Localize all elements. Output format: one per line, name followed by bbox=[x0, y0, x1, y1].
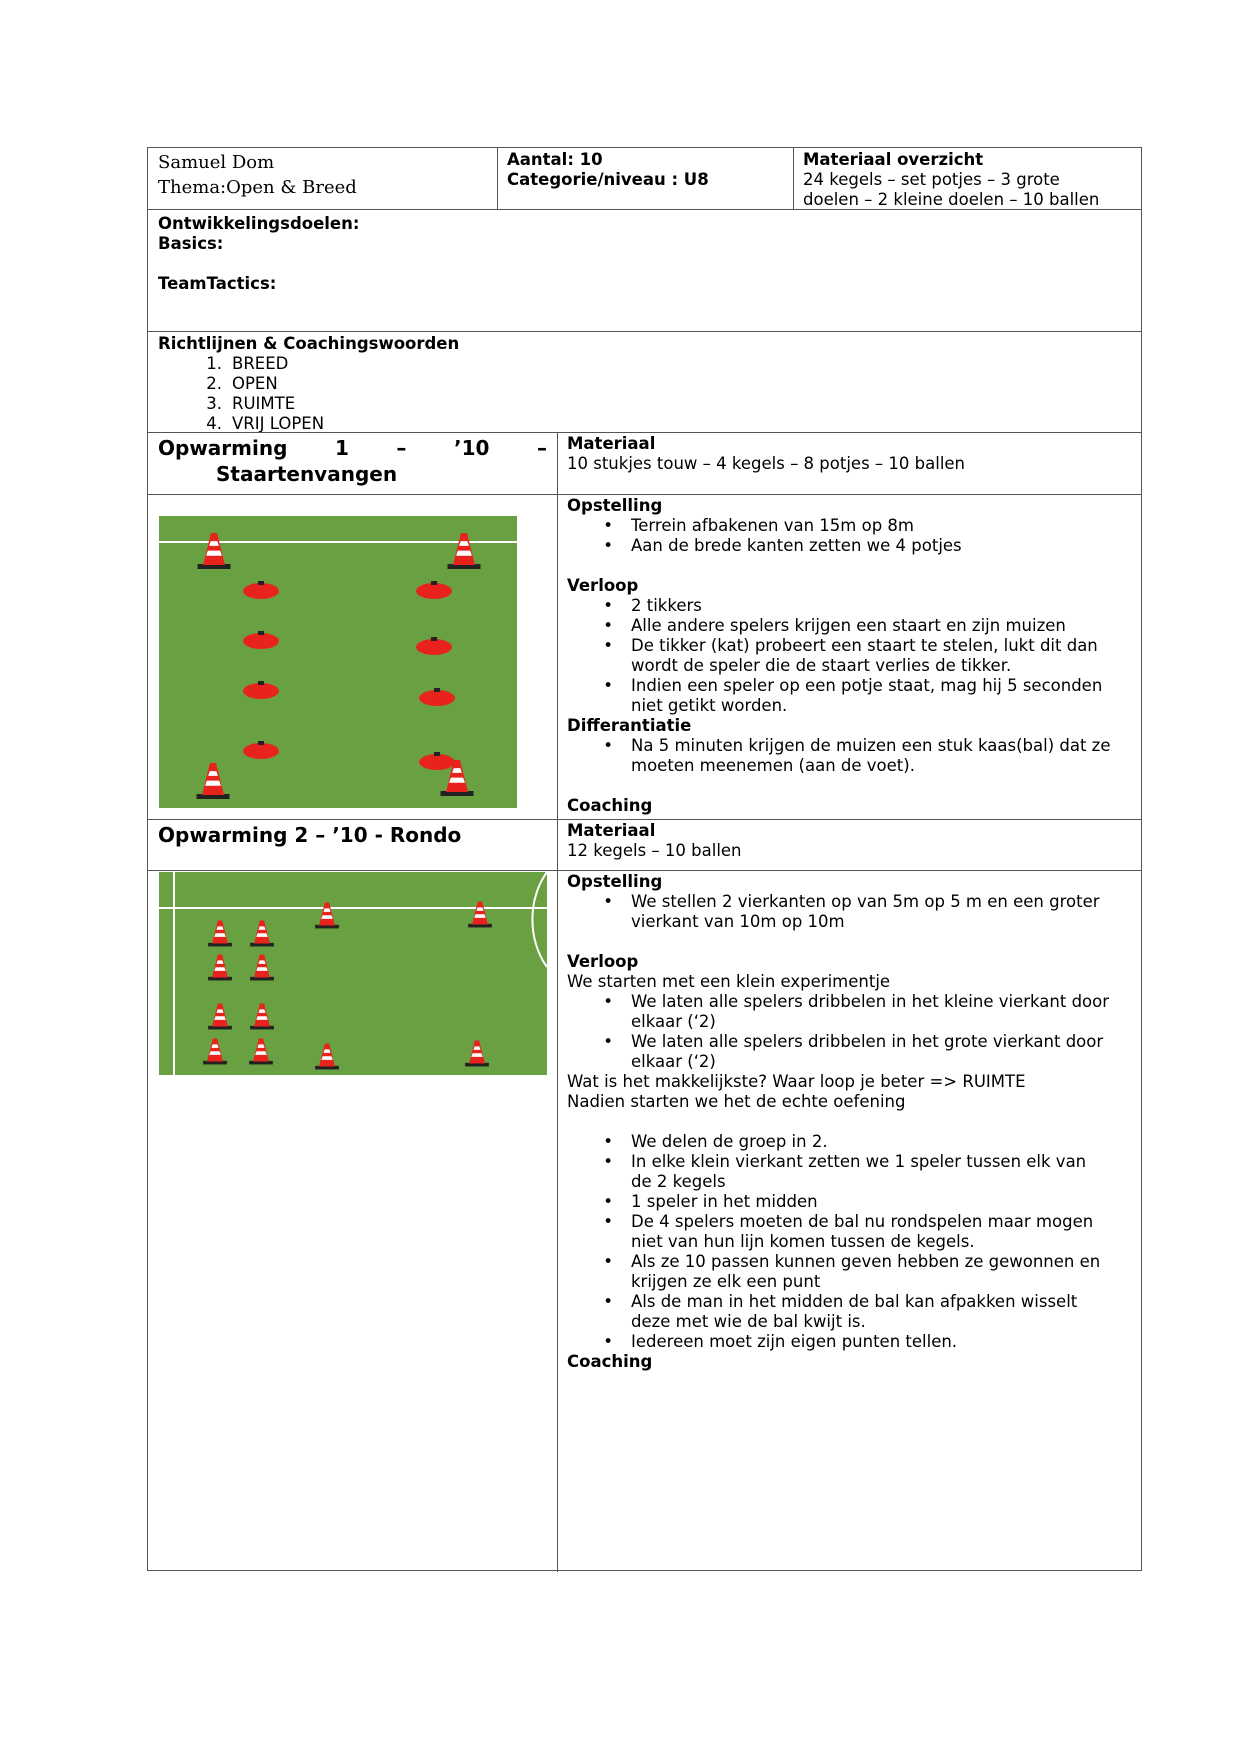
bullet-item bbox=[567, 1132, 1133, 1152]
cone-icon bbox=[208, 921, 232, 947]
warmup2-content-row bbox=[148, 871, 1141, 1572]
bullet-item bbox=[567, 1192, 1133, 1212]
goals-title: Ontwikkelingsdoelen: bbox=[158, 214, 360, 233]
bullet-item bbox=[567, 536, 1133, 556]
bullet-icon: • bbox=[603, 1292, 613, 1311]
warmup2-material-cell bbox=[557, 820, 1143, 870]
opstelling-label: Opstelling bbox=[567, 496, 663, 515]
bullet-line: niet van hun lijn komen tussen de kegels. bbox=[631, 1232, 975, 1251]
bullet-line: Indien een speler op een potje staat, mag hij 5 seconden bbox=[631, 676, 1103, 695]
goals-row bbox=[148, 210, 1141, 332]
warmup2-header-row bbox=[148, 820, 1141, 871]
title-part: – bbox=[536, 436, 547, 460]
verloop-list bbox=[567, 992, 1133, 1072]
guidelines-row bbox=[148, 332, 1141, 433]
bullet-text bbox=[631, 616, 1133, 636]
cone-icon bbox=[197, 763, 230, 799]
guideline-item bbox=[158, 394, 1131, 414]
guideline-number: 2. bbox=[206, 374, 222, 393]
bullet-line: moeten meenemen (aan de voet). bbox=[631, 756, 915, 775]
bullet-text bbox=[631, 892, 1133, 932]
material-text: 12 kegels – 10 ballen bbox=[567, 841, 742, 860]
bullet-line: krijgen ze elk een punt bbox=[631, 1272, 821, 1291]
bullet-line: Als ze 10 passen kunnen geven hebben ze gewonnen en bbox=[631, 1252, 1101, 1271]
warmup1-title bbox=[158, 435, 547, 461]
warmup2-title-cell bbox=[148, 820, 557, 870]
goals-cell bbox=[148, 210, 1141, 331]
bullet-text bbox=[631, 1332, 1133, 1352]
bullet-text bbox=[631, 1152, 1133, 1192]
bullet-line: We delen de groep in 2. bbox=[631, 1132, 828, 1151]
disc-cone-icon bbox=[243, 741, 279, 759]
material-label: Materiaal bbox=[567, 434, 656, 453]
aantal: Aantal: 10 bbox=[507, 150, 603, 169]
bullet-line: elkaar (‘2) bbox=[631, 1052, 716, 1071]
bullet-text: Terrein afbakenen van 15m op 8m bbox=[631, 516, 914, 535]
cone-icon bbox=[250, 955, 274, 981]
title-part: Opwarming bbox=[158, 436, 288, 460]
guidelines-title: Richtlijnen & Coachingswoorden bbox=[158, 334, 460, 353]
bullet-text: Aan de brede kanten zetten we 4 potjes bbox=[631, 536, 962, 555]
opstelling-list bbox=[567, 516, 1133, 556]
bullet-line: elkaar (‘2) bbox=[631, 1012, 716, 1031]
basics-label: Basics: bbox=[158, 234, 224, 253]
disc-cone-icon bbox=[243, 581, 279, 599]
bullet-text bbox=[631, 992, 1133, 1032]
bullet-line: De 4 spelers moeten de bal nu rondspelen maar mogen bbox=[631, 1212, 1094, 1231]
bullet-item bbox=[567, 1332, 1133, 1352]
guideline-text: VRIJ LOPEN bbox=[232, 414, 325, 432]
cone-icon bbox=[465, 1041, 489, 1067]
field-drawing bbox=[159, 516, 517, 808]
bullet-line: 1 speler in het midden bbox=[631, 1192, 818, 1211]
bullet-line: Iedereen moet zijn eigen punten tellen. bbox=[631, 1332, 958, 1351]
bullet-line: We laten alle spelers dribbelen in het grote vierkant door bbox=[631, 1032, 1104, 1051]
bullet-icon: • bbox=[603, 736, 613, 755]
guidelines-list bbox=[158, 354, 1131, 432]
warmup2-field-diagram bbox=[159, 872, 547, 1075]
disc-cone-icon bbox=[416, 637, 452, 655]
bullet-item bbox=[567, 1032, 1133, 1072]
bullet-icon: • bbox=[603, 596, 613, 615]
guidelines-cell bbox=[148, 332, 1141, 432]
bullet-line: wordt de speler die de staart verlies de tikker. bbox=[631, 656, 1012, 675]
verloop-list bbox=[567, 1132, 1133, 1352]
differentiatie-list bbox=[567, 736, 1133, 776]
material-overview-cell bbox=[793, 148, 1142, 209]
material-overview-line: 24 kegels – set potjes – 3 grote bbox=[803, 170, 1060, 189]
warmup1-description bbox=[557, 495, 1143, 819]
theme: Thema:Open & Breed bbox=[158, 177, 357, 198]
coach-cell bbox=[148, 148, 497, 209]
bullet-line: Als de man in het midden de bal kan afpakken wisselt bbox=[631, 1292, 1078, 1311]
bullet-icon: • bbox=[603, 892, 613, 911]
bullet-icon: • bbox=[603, 1192, 613, 1211]
bullet-item bbox=[567, 616, 1133, 636]
bullet-line: In elke klein vierkant zetten we 1 speler tussen elk van bbox=[631, 1152, 1087, 1171]
bullet-icon: • bbox=[603, 536, 613, 555]
coaching-label: Coaching bbox=[567, 1352, 653, 1371]
opstelling-list bbox=[567, 892, 1133, 932]
differentiatie-label: Differantiatie bbox=[567, 716, 692, 735]
bullet-line: niet getikt worden. bbox=[631, 696, 788, 715]
bullet-icon: • bbox=[603, 992, 613, 1011]
guideline-number: 3. bbox=[206, 394, 222, 413]
bullet-icon: • bbox=[603, 1152, 613, 1171]
bullet-line: de 2 kegels bbox=[631, 1172, 726, 1191]
categorie: Categorie/niveau : U8 bbox=[507, 170, 709, 189]
title-part: – bbox=[396, 436, 407, 460]
bullet-item bbox=[567, 636, 1133, 676]
bullet-line: De tikker (kat) probeert een staart te stelen, lukt dit dan bbox=[631, 636, 1098, 655]
bullet-text bbox=[631, 1212, 1133, 1252]
bullet-icon: • bbox=[603, 636, 613, 655]
warmup1-content-row bbox=[148, 495, 1141, 820]
cone-icon bbox=[448, 533, 481, 569]
guideline-text: OPEN bbox=[232, 374, 278, 393]
disc-cone-icon bbox=[243, 681, 279, 699]
bullet-item bbox=[567, 1212, 1133, 1252]
guideline-text: RUIMTE bbox=[232, 394, 296, 413]
guideline-item bbox=[158, 354, 1131, 374]
bullet-icon: • bbox=[603, 1132, 613, 1151]
coach-name: Samuel Dom bbox=[158, 152, 275, 173]
disc-cone-icon bbox=[243, 631, 279, 649]
cone-icon bbox=[250, 1004, 274, 1030]
teamtactics-label: TeamTactics: bbox=[158, 274, 277, 293]
after-text: Nadien starten we het de echte oefening bbox=[567, 1092, 906, 1111]
cone-icon bbox=[203, 1039, 227, 1065]
cone-icon bbox=[315, 1044, 339, 1070]
bullet-icon: • bbox=[603, 1032, 613, 1051]
bullet-item bbox=[567, 596, 1133, 616]
guideline-text: BREED bbox=[232, 354, 289, 373]
header-row bbox=[148, 148, 1141, 210]
guideline-number: 4. bbox=[206, 414, 222, 432]
bullet-item bbox=[567, 516, 1133, 536]
cone-icon bbox=[468, 902, 492, 928]
bullet-line: Na 5 minuten krijgen de muizen een stuk kaas(bal) dat ze bbox=[631, 736, 1111, 755]
bullet-line: deze met wie de bal kwijt is. bbox=[631, 1312, 866, 1331]
bullet-item bbox=[567, 1152, 1133, 1192]
disc-cone-icon bbox=[416, 581, 452, 599]
cone-icon bbox=[250, 921, 274, 947]
disc-cone-icon bbox=[419, 752, 455, 770]
bullet-text bbox=[631, 736, 1133, 776]
bullet-item bbox=[567, 992, 1133, 1032]
bullet-icon: • bbox=[603, 676, 613, 695]
opstelling-label: Opstelling bbox=[567, 872, 663, 891]
field-drawing bbox=[159, 872, 547, 1075]
coaching-label: Coaching bbox=[567, 796, 653, 815]
bullet-item bbox=[567, 1252, 1133, 1292]
material-overview-title: Materiaal overzicht bbox=[803, 150, 984, 169]
warmup1-material-cell bbox=[557, 433, 1143, 494]
bullet-text bbox=[631, 596, 1133, 616]
group-cell bbox=[497, 148, 793, 209]
cone-icon bbox=[315, 903, 339, 929]
verloop-label: Verloop bbox=[567, 952, 639, 971]
bullet-icon: • bbox=[603, 1332, 613, 1351]
verloop-intro: We starten met een klein experimentje bbox=[567, 972, 891, 991]
cone-icon bbox=[249, 1039, 273, 1065]
bullet-text bbox=[631, 676, 1133, 716]
guideline-item bbox=[158, 374, 1131, 394]
bullet-text bbox=[631, 1252, 1133, 1292]
material-label: Materiaal bbox=[567, 821, 656, 840]
warmup2-description bbox=[557, 871, 1143, 1572]
warmup1-field-diagram bbox=[159, 516, 517, 808]
cone-icon bbox=[208, 955, 232, 981]
cone-icon bbox=[208, 1004, 232, 1030]
verloop-label: Verloop bbox=[567, 576, 639, 595]
guideline-number: 1. bbox=[206, 354, 222, 373]
title-part: 1 bbox=[334, 436, 349, 460]
bullet-text bbox=[631, 636, 1133, 676]
title-part: ’10 bbox=[453, 436, 490, 460]
bullet-item bbox=[567, 736, 1133, 776]
warmup2-title: Opwarming 2 – ’10 - Rondo bbox=[158, 823, 462, 847]
cone-icon bbox=[198, 533, 231, 569]
bullet-text bbox=[631, 1292, 1133, 1332]
bullet-icon: • bbox=[603, 616, 613, 635]
bullet-line: vierkant van 10m op 10m bbox=[631, 912, 845, 931]
bullet-line: 2 tikkers bbox=[631, 596, 702, 615]
session-table bbox=[147, 147, 1142, 1571]
bullet-item bbox=[567, 892, 1133, 932]
bullet-icon: • bbox=[603, 1212, 613, 1231]
warmup1-title-cell bbox=[148, 433, 557, 494]
guideline-item bbox=[158, 414, 1131, 432]
material-text: 10 stukjes touw – 4 kegels – 8 potjes – 10 ballen bbox=[567, 454, 966, 473]
bullet-line: Alle andere spelers krijgen een staart en zijn muizen bbox=[631, 616, 1066, 635]
bullet-text bbox=[631, 1192, 1133, 1212]
warmup1-header-row bbox=[148, 433, 1141, 495]
center-circle-arc bbox=[532, 872, 547, 967]
warmup1-subtitle: Staartenvangen bbox=[216, 462, 398, 486]
bullet-line: We stellen 2 vierkanten op van 5m op 5 m en een groter bbox=[631, 892, 1100, 911]
bullet-icon: • bbox=[603, 516, 613, 535]
bullet-text bbox=[631, 1132, 1133, 1152]
bullet-text bbox=[631, 1032, 1133, 1072]
material-overview-line: doelen – 2 kleine doelen – 10 ballen bbox=[803, 190, 1100, 209]
question-text: Wat is het makkelijkste? Waar loop je beter => RUIMTE bbox=[567, 1072, 1026, 1091]
bullet-item bbox=[567, 676, 1133, 716]
bullet-icon: • bbox=[603, 1252, 613, 1271]
verloop-list bbox=[567, 596, 1133, 716]
disc-cone-icon bbox=[419, 688, 455, 706]
bullet-line: We laten alle spelers dribbelen in het kleine vierkant door bbox=[631, 992, 1110, 1011]
bullet-item bbox=[567, 1292, 1133, 1332]
